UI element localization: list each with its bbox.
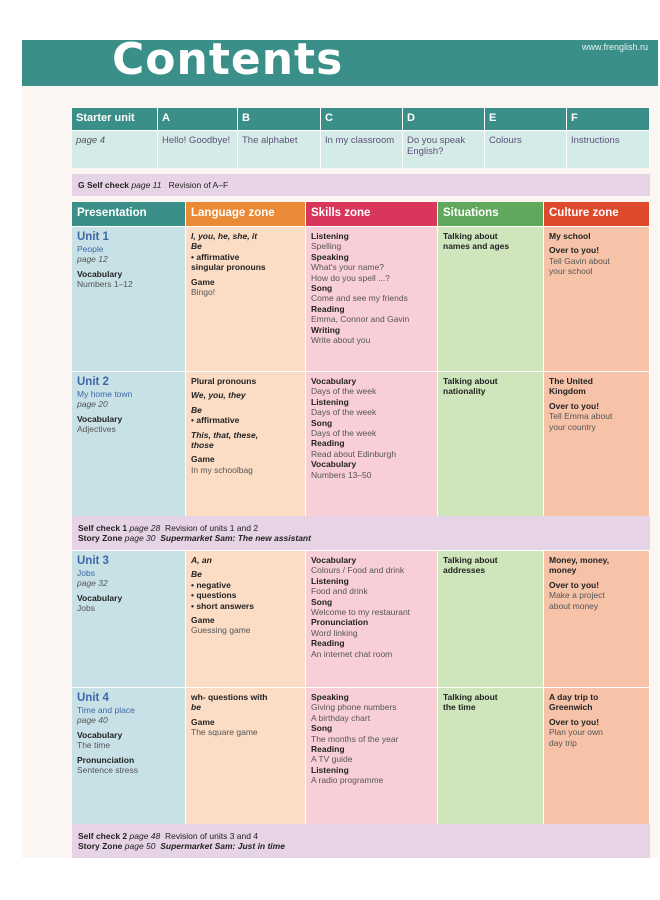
unit-row — [72, 371, 650, 516]
cell-line: Listening — [311, 231, 349, 241]
unit-block — [72, 687, 650, 824]
presentation-cell — [72, 372, 186, 516]
skills-zone-cell — [306, 227, 438, 371]
cell-line: Over to you! — [549, 400, 600, 411]
cell-line: Pronunciation — [77, 754, 135, 765]
unit-name: Time and place — [77, 705, 135, 715]
cell-line: Numbers 13–50 — [311, 469, 372, 480]
cell-line: • questions — [191, 590, 237, 601]
story-zone-page: page 50 — [124, 841, 156, 851]
skills-zone-cell — [306, 551, 438, 687]
cell-line: A day trip to — [549, 692, 599, 702]
skills-zone-cell — [306, 372, 438, 516]
story-zone-page: page 30 — [124, 533, 156, 543]
story-zone-title: Supermarket Sam: Just in time — [160, 841, 285, 851]
cell-line: Make a project — [549, 590, 605, 601]
unit-page: page 32 — [77, 578, 108, 589]
cell-line: Tell Gavin about — [549, 255, 610, 266]
cell-line: Word linking — [311, 627, 358, 638]
cell-line: Listening — [311, 764, 349, 775]
unit-row — [72, 687, 650, 824]
cell-line: Game — [191, 276, 215, 287]
self-check-page: page 48 — [129, 831, 161, 841]
starter-cell: Hello! Goodbye! — [158, 130, 238, 168]
skills-zone-cell — [306, 688, 438, 824]
language-zone-cell — [186, 688, 306, 824]
unit-title: Unit 1 — [77, 231, 109, 243]
cell-line: • affirmative — [191, 251, 240, 262]
cell-line: Over to you! — [549, 579, 600, 590]
unit-page: page 12 — [77, 254, 108, 265]
cell-line: In my schoolbag — [191, 464, 253, 475]
cell-line: wh- questions with — [191, 692, 268, 702]
cell-line: Talking about — [443, 555, 498, 565]
starter-cell: Instructions — [567, 130, 650, 168]
cell-line: addresses — [443, 565, 486, 576]
cell-line: names and ages — [443, 241, 510, 252]
cell-line: A radio programme — [311, 775, 384, 786]
cell-line: Plan your own — [549, 727, 603, 738]
cell-line: Vocabulary — [77, 729, 123, 740]
cell-line: The time — [77, 740, 111, 751]
unit-title: Unit 2 — [77, 376, 109, 388]
cell-line: Vocabulary — [311, 459, 357, 470]
starter-cell: Do you speak English? — [403, 130, 485, 168]
cell-line: money — [549, 565, 577, 576]
cell-line: Greenwich — [549, 702, 593, 713]
unit-name: People — [77, 244, 104, 254]
cell-line: Game — [191, 454, 215, 465]
cell-line: Emma, Connor and Gavin — [311, 314, 410, 325]
cell-line: the time — [443, 702, 476, 713]
cell-line: The months of the year — [311, 733, 399, 744]
cell-line: Game — [191, 716, 215, 727]
cell-line: An internet chat room — [311, 648, 393, 659]
cell-line: Writing — [311, 324, 341, 335]
contents-table — [72, 108, 650, 858]
cell-line: The square game — [191, 727, 258, 738]
starter-cell: page 4 — [72, 130, 158, 168]
cell-line: Over to you! — [549, 716, 600, 727]
cell-line: Talking about — [443, 692, 498, 702]
story-zone-strip — [72, 824, 650, 858]
cell-line: Days of the week — [311, 386, 377, 397]
self-check-label: G Self check — [78, 180, 130, 190]
self-check-label: Self check 2 — [78, 831, 128, 841]
cell-line: A, an — [191, 555, 212, 565]
cell-line: • negative — [191, 579, 231, 590]
cell-line: We, you, they — [191, 390, 246, 401]
cell-line: Reading — [311, 744, 345, 755]
cell-line: be — [191, 702, 201, 713]
culture-zone-cell — [544, 227, 650, 371]
cell-line: Giving phone numbers — [311, 702, 397, 713]
cell-line: Be — [191, 241, 202, 252]
self-check-strip — [72, 174, 650, 196]
cell-line: Pronunciation — [311, 617, 369, 628]
cell-line: Tell Emma about — [549, 411, 613, 422]
cell-line: • short answers — [191, 600, 254, 611]
cell-line: Listening — [311, 575, 349, 586]
unit-block — [72, 226, 650, 371]
cell-line: your school — [549, 266, 593, 277]
cell-line: Song — [311, 417, 333, 428]
cell-line: Song — [311, 723, 333, 734]
cell-line: Vocabulary — [77, 592, 123, 603]
starter-header-cell: B — [238, 108, 321, 130]
self-check-page: page 28 — [129, 523, 161, 533]
unit-name: My home town — [77, 389, 133, 399]
cell-line: Talking about — [443, 376, 498, 386]
cell-line: Talking about — [443, 231, 498, 241]
situations-cell — [438, 551, 544, 687]
cell-line: Money, money, — [549, 555, 610, 565]
language-zone-cell — [186, 227, 306, 371]
cell-line: My school — [549, 231, 591, 241]
cell-line: day trip — [549, 737, 577, 748]
culture-zone-cell — [544, 688, 650, 824]
cell-line: Song — [311, 596, 333, 607]
cell-line: Days of the week — [311, 407, 377, 418]
cell-line: Reading — [311, 438, 345, 449]
cell-line: Numbers 1–12 — [77, 279, 133, 290]
unit-title: Unit 4 — [77, 692, 109, 704]
starter-header-cell: A — [158, 108, 238, 130]
cell-line: Come and see my friends — [311, 293, 408, 304]
cell-line: Song — [311, 283, 333, 294]
cell-line: The United — [549, 376, 593, 386]
cell-line: Plural pronouns — [191, 376, 257, 386]
unit-title: Unit 3 — [77, 555, 109, 567]
cell-line: Vocabulary — [311, 555, 357, 565]
cell-line: nationality — [443, 386, 486, 397]
section-header-row — [72, 202, 650, 226]
self-check-desc: Revision of units 3 and 4 — [164, 831, 259, 841]
self-check-page: page 11 — [131, 180, 162, 190]
cell-line: I, you, he, she, it — [191, 231, 258, 241]
situations-cell — [438, 227, 544, 371]
cell-line: This, that, these, — [191, 429, 259, 440]
cell-line: singular pronouns — [191, 262, 266, 273]
cell-line: Days of the week — [311, 428, 377, 439]
starter-header-cell: C — [321, 108, 403, 130]
starter-row — [72, 130, 650, 168]
cell-line: A TV guide — [311, 754, 353, 765]
cell-line: Adjectives — [77, 424, 116, 435]
story-zone-strip — [72, 516, 650, 550]
unit-block — [72, 550, 650, 687]
contents-page — [22, 40, 658, 858]
page-title: Contents — [112, 40, 344, 85]
cell-line: A birthday chart — [311, 712, 371, 723]
cell-line: Welcome to my restaurant — [311, 607, 411, 618]
self-check-label: Self check 1 — [78, 523, 128, 533]
starter-header-cell: F — [567, 108, 650, 130]
starter-cell: In my classroom — [321, 130, 403, 168]
starter-cell: Colours — [485, 130, 567, 168]
cell-line: Vocabulary — [77, 413, 123, 424]
starter-header-cell: D — [403, 108, 485, 130]
language-zone-cell — [186, 372, 306, 516]
cell-line: Over to you! — [549, 245, 600, 256]
section-header: Skills zone — [306, 202, 438, 226]
site-url: www.frenglish.ru — [581, 42, 648, 52]
unit-page: page 20 — [77, 399, 108, 410]
starter-header-row — [72, 108, 650, 130]
situations-cell — [438, 688, 544, 824]
cell-line: your country — [549, 421, 596, 432]
cell-line: Reading — [311, 303, 345, 314]
cell-line: Vocabulary — [77, 268, 123, 279]
section-header: Culture zone — [544, 202, 650, 226]
cell-line: those — [191, 440, 214, 451]
section-header: Language zone — [186, 202, 306, 226]
cell-line: Speaking — [311, 251, 349, 262]
starter-header-cell: Starter unit — [72, 108, 158, 130]
section-header: Situations — [438, 202, 544, 226]
cell-line: about money — [549, 600, 599, 611]
story-zone-title: Supermarket Sam: The new assistant — [160, 533, 311, 543]
self-check-desc: Revision of units 1 and 2 — [164, 523, 259, 533]
cell-line: Game — [191, 615, 215, 626]
story-zone-label: Story Zone — [78, 841, 123, 851]
cell-line: Food and drink — [311, 586, 368, 597]
unit-row — [72, 550, 650, 687]
presentation-cell — [72, 227, 186, 371]
cell-line: Sentence stress — [77, 765, 138, 776]
cell-line: Spelling — [311, 241, 342, 252]
cell-line: Bingo! — [191, 287, 216, 298]
cell-line: Listening — [311, 396, 349, 407]
cell-line: Vocabulary — [311, 376, 357, 386]
cell-line: Kingdom — [549, 386, 586, 397]
cell-line: Be — [191, 569, 202, 580]
cell-line: Speaking — [311, 692, 349, 702]
section-header: Presentation — [72, 202, 186, 226]
presentation-cell — [72, 551, 186, 687]
cell-line: • affirmative — [191, 415, 240, 426]
starter-header-cell: E — [485, 108, 567, 130]
culture-zone-cell — [544, 372, 650, 516]
cell-line: What's your name? — [311, 262, 384, 273]
story-zone-label: Story Zone — [78, 533, 123, 543]
language-zone-cell — [186, 551, 306, 687]
cell-line: Write about you — [311, 335, 371, 346]
unit-page: page 40 — [77, 715, 108, 726]
unit-row — [72, 226, 650, 371]
cell-line: Jobs — [77, 603, 95, 614]
culture-zone-cell — [544, 551, 650, 687]
self-check-desc: Revision of A–F — [168, 180, 229, 190]
cell-line: Read about Edinburgh — [311, 448, 397, 459]
cell-line: How do you spell ...? — [311, 272, 390, 283]
cell-line: Be — [191, 404, 202, 415]
cell-line: Colours / Food and drink — [311, 565, 405, 576]
unit-block — [72, 371, 650, 516]
cell-line: Guessing game — [191, 625, 251, 636]
situations-cell — [438, 372, 544, 516]
starter-cell: The alphabet — [238, 130, 321, 168]
cell-line: Reading — [311, 638, 345, 649]
presentation-cell — [72, 688, 186, 824]
unit-name: Jobs — [77, 568, 95, 578]
